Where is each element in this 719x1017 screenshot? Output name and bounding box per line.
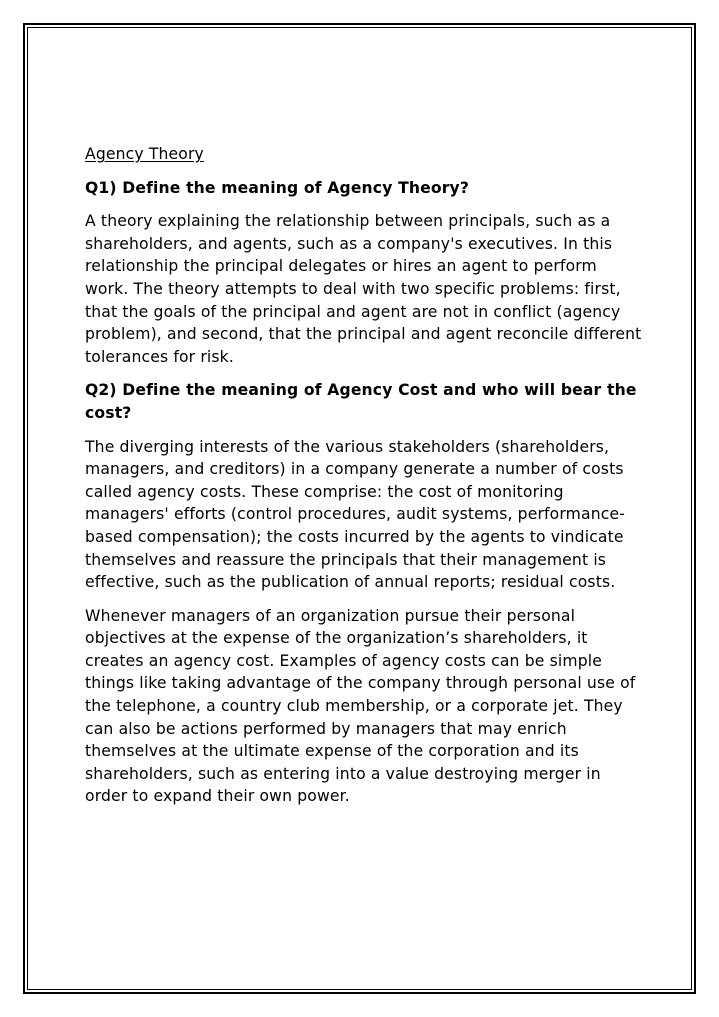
document-body: [85, 143, 645, 819]
question-1: Q1) Define the meaning of Agency Theory?: [85, 178, 470, 197]
answer-2-paragraph-2: Whenever managers of an organization pursue their personal objectives at the expense of the organization’s shareholders, it creates an agency cost. Examples of agency costs can be simple things like taking advantage of the company through personal use of the telephone, a country club membership, or a corporate jet. They can also be actions performed by managers that may enrich themselves at the ultimate expense of the corporation and its shareholders, such as entering into a value destroying merger in order to expand their own power.: [85, 606, 636, 806]
answer-2-paragraph-1: The diverging interests of the various stakeholders (shareholders, managers, and creditors) in a company generate a number of costs called agency costs. These comprise: the cost of monitoring managers' efforts (control procedures, audit systems, performance-based compensation); the costs incurred by the agents to vindicate themselves and reassure the principals that their management is effective, such as the publication of annual reports; residual costs.: [85, 437, 625, 592]
document-title: Agency Theory: [85, 145, 204, 163]
question-2: Q2) Define the meaning of Agency Cost and who will bear the cost?: [85, 381, 637, 422]
answer-1-paragraph: A theory explaining the relationship between principals, such as a shareholders, and agents, such as a company's executives. In this relationship the principal delegates or hires an agent to perform work. The theory attempts to deal with two specific problems: first, that the goals of the principal and agent are not in conflict (agency problem), and second, that the principal and agent reconcile different tolerances for risk.: [85, 212, 642, 366]
